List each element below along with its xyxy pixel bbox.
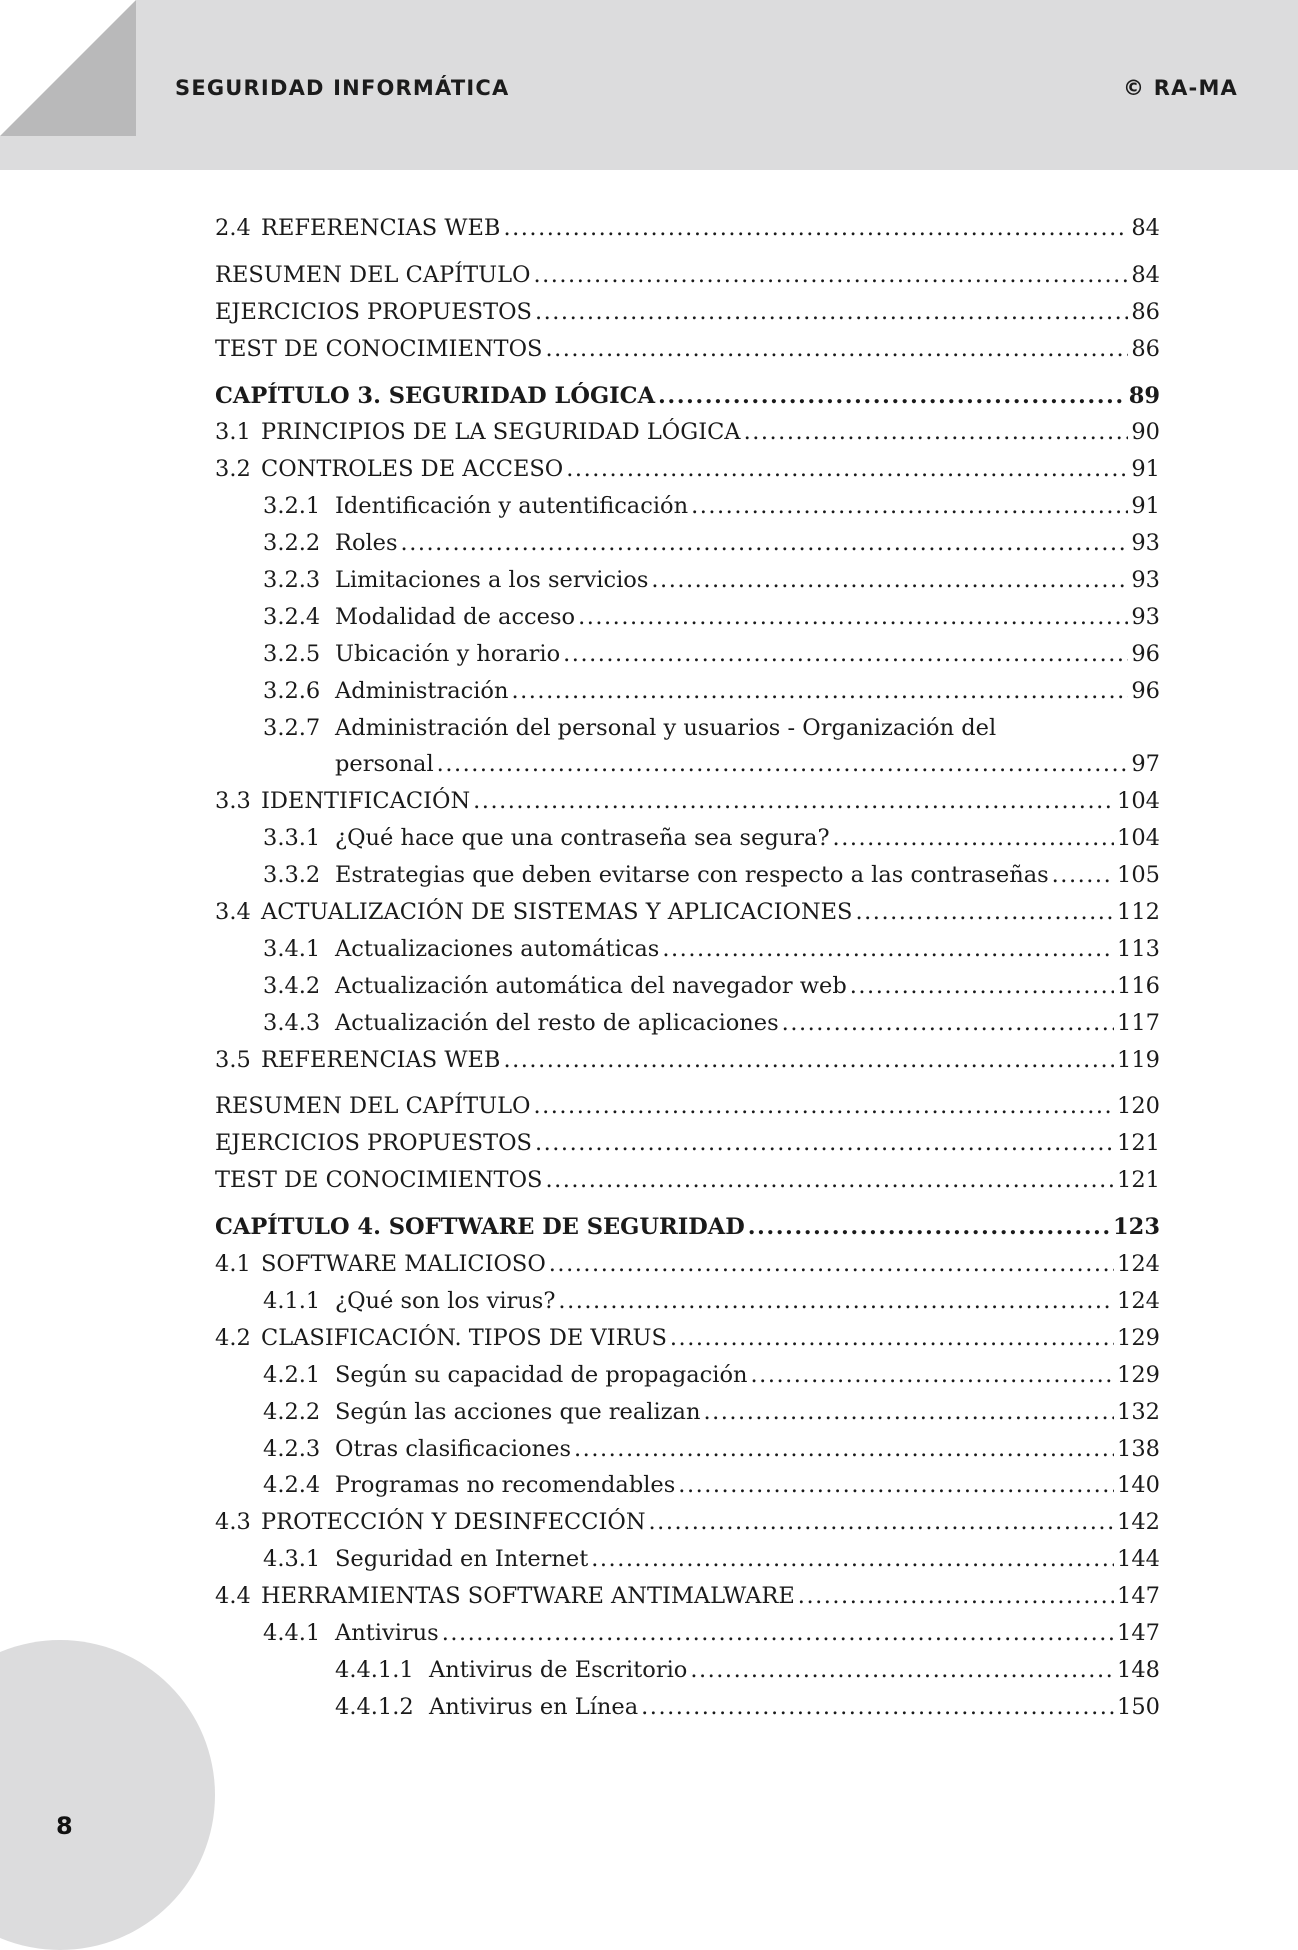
toc-entry-title: CLASIFICACIÓN. TIPOS DE VIRUS [261,1324,667,1351]
toc-entry [215,783,1160,820]
toc-entry-number: 3.2.2 [263,530,321,557]
toc-entry [215,1246,1160,1283]
folded-corner [0,0,136,136]
toc-dot-leader [535,294,1128,331]
toc-entry-number: 4.2.3 [263,1435,321,1462]
toc-dot-leader [533,257,1128,294]
toc-dot-leader [690,1652,1114,1689]
toc-entry-title: Según su capacidad de propagación [335,1361,748,1388]
toc-dot-leader [855,894,1114,931]
toc-entry [215,331,1160,368]
toc-entry-number: 3.2 [215,456,251,483]
toc-entry-number: 4.1.1 [263,1287,321,1314]
toc-entry-page: 147 [1117,1619,1160,1646]
toc-entry-page: 91 [1131,456,1160,483]
toc-entry-title: RESUMEN DEL CAPÍTULO [215,1093,531,1120]
toc-dot-leader [748,1209,1110,1246]
toc-entry [215,894,1160,931]
toc-dot-leader [566,451,1128,488]
toc-entry-number: 4.2 [215,1324,251,1351]
toc-entry-title: CAPÍTULO 4. SOFTWARE DE SEGURIDAD [215,1214,745,1241]
toc-chapter-entry [215,1209,1160,1246]
toc-entry-number: 4.2.2 [263,1398,321,1425]
toc-entry-title: Administración del personal y usuarios - Organización del [335,714,997,741]
running-title: SEGURIDAD INFORMÁTICA [175,76,510,100]
toc-dot-leader [533,1088,1114,1125]
toc-entry-number: 3.2.1 [263,493,321,520]
toc-dot-leader [833,820,1115,857]
toc-entry-number: 3.2.4 [263,603,321,630]
toc-entry-title: IDENTIFICACIÓN [261,788,471,815]
toc-entry-number: 3.2.3 [263,567,321,594]
toc-dot-leader [545,1162,1114,1199]
toc-entry-number: 3.5 [215,1046,251,1073]
toc-entry [215,1162,1160,1199]
toc-entry-number: 4.4.1.2 [335,1693,414,1720]
toc-entry-number: 3.3.2 [263,862,321,889]
toc-entry [215,673,1160,710]
toc-entry-page: 142 [1117,1509,1160,1536]
toc-dot-leader [1052,857,1114,894]
toc-entry-page: 121 [1117,1167,1160,1194]
toc-entry [215,599,1160,636]
toc-entry-page: 117 [1117,1009,1160,1036]
toc-entry-title: Otras clasificaciones [335,1435,572,1462]
toc-entry-number: 3.4.1 [263,935,321,962]
toc-entry [215,857,1160,894]
toc-entry [215,488,1160,525]
toc-entry-page: 93 [1131,567,1160,594]
toc-dot-leader [782,1005,1114,1042]
toc-entry-number: 4.1 [215,1251,251,1278]
footer-circle [0,1640,215,1950]
page-number: 8 [56,1812,73,1840]
toc-dot-leader [670,1320,1114,1357]
toc-entry-page: 119 [1117,1046,1160,1073]
toc-entry-page: 112 [1117,899,1160,926]
toc-entry [215,1578,1160,1615]
toc-entry-page: 113 [1117,935,1160,962]
toc-dot-leader [401,525,1129,562]
toc-entry-title: Estrategias que deben evitarse con respecto a las contraseñas [335,862,1049,889]
toc-entry-title: HERRAMIENTAS SOFTWARE ANTIMALWARE [261,1583,795,1610]
toc-entry-title: Ubicación y horario [335,640,561,667]
toc-entry-page: 105 [1117,862,1160,889]
toc-entry-title: TEST DE CONOCIMIENTOS [215,335,543,362]
toc-entry-number: 3.2.6 [263,677,321,704]
toc-entry-title: Programas no recomendables [335,1472,676,1499]
toc-entry-number: 4.2.1 [263,1361,321,1388]
toc-entry-number: 4.4.1.1 [335,1656,414,1683]
toc-entry-page: 121 [1117,1130,1160,1157]
toc-entry-number: 4.4 [215,1583,251,1610]
toc-entry [215,1125,1160,1162]
toc-entry-number: 3.2.5 [263,640,321,667]
toc-dot-leader [578,599,1128,636]
toc-entry-title: Antivirus en Línea [429,1693,639,1720]
toc-dot-leader [678,1467,1114,1504]
toc-entry-title: RESUMEN DEL CAPÍTULO [215,261,531,288]
toc-entry-number: 4.3.1 [263,1546,321,1573]
toc-entry [215,1504,1160,1541]
toc-entry-number: 3.4 [215,899,251,926]
toc-entry-page: 132 [1117,1398,1160,1425]
toc-entry [215,414,1160,451]
toc-dot-leader [574,1431,1114,1468]
toc-entry [215,1467,1160,1504]
toc-entry-title: Modalidad de acceso [335,603,576,630]
toc-entry-number: 4.3 [215,1509,251,1536]
toc-entry [215,1652,1160,1689]
toc-entry-title: PRINCIPIOS DE LA SEGURIDAD LÓGICA [261,419,741,446]
toc-entry [215,636,1160,673]
folded-corner-triangle [0,0,136,136]
toc-dot-leader [549,1246,1114,1283]
toc-entry-page: 90 [1131,419,1160,446]
toc-entry-page: 129 [1117,1324,1160,1351]
toc-entry-number: 4.4.1 [263,1619,321,1646]
toc-dot-leader [744,414,1129,451]
toc-entry-page: 124 [1117,1287,1160,1314]
toc-entry [215,525,1160,562]
toc-dot-leader [798,1578,1114,1615]
toc-entry-number: 3.2.7 [263,714,321,741]
toc-entry [215,1689,1160,1726]
toc-entry-title: Limitaciones a los servicios [335,567,649,594]
toc-entry-title: EJERCICIOS PROPUESTOS [215,298,532,325]
toc-dot-leader [662,931,1114,968]
toc-entry [215,1431,1160,1468]
toc-entry [215,1088,1160,1125]
toc-entry-title: ACTUALIZACIÓN DE SISTEMAS Y APLICACIONES [261,899,853,926]
toc-entry [215,210,1160,247]
toc-entry [215,1357,1160,1394]
toc-entry-page: 84 [1131,215,1160,241]
toc-entry-title: REFERENCIAS WEB [261,215,501,241]
toc-dot-leader [641,1689,1114,1726]
toc-entry-number: 4.2.4 [263,1472,321,1499]
toc-dot-leader [850,968,1114,1005]
toc-dot-leader [545,331,1128,368]
toc-entry-page: 150 [1117,1693,1160,1720]
toc-dot-leader [473,783,1114,820]
toc-dot-leader [503,210,1128,247]
toc-entry [215,294,1160,331]
toc-entry [215,451,1160,488]
toc-entry-page: 144 [1117,1546,1160,1573]
toc-dot-leader [591,1541,1114,1578]
toc-entry-page: 89 [1128,382,1160,409]
toc-entry-page: 91 [1131,493,1160,520]
toc-entry-title: EJERCICIOS PROPUESTOS [215,1130,532,1157]
toc-entry-title: personal [335,751,434,778]
toc-entry-title: Seguridad en Internet [335,1546,589,1573]
toc-entry-page: 86 [1131,335,1160,362]
toc-entry-number: 3.3.1 [263,825,321,852]
toc-entry-page: 138 [1117,1435,1160,1462]
toc-entry-page: 124 [1117,1251,1160,1278]
toc-entry [215,746,1160,783]
toc-entry-title: Actualización del resto de aplicaciones [335,1009,779,1036]
toc-entry-title: PROTECCIÓN Y DESINFECCIÓN [261,1509,646,1536]
toc-entry-title: ¿Qué son los virus? [335,1287,556,1314]
toc-entry-page: 104 [1117,788,1160,815]
toc-entry [215,562,1160,599]
toc-entry [215,931,1160,968]
toc-entry-page: 140 [1117,1472,1160,1499]
toc-entry-page: 123 [1113,1214,1160,1241]
toc-entry [215,1394,1160,1431]
toc-entry [215,968,1160,1005]
toc-entry-title: ¿Qué hace que una contraseña sea segura? [335,825,830,852]
toc-entry-title: Administración [335,677,509,704]
toc-entry-page: 96 [1131,677,1160,704]
toc-entry [215,1042,1160,1079]
toc-dot-leader [703,1394,1114,1431]
toc-entry-title: SOFTWARE MALICIOSO [261,1251,546,1278]
table-of-contents [215,210,1160,1726]
toc-entry-page: 148 [1117,1656,1160,1683]
toc-entry-title: Antivirus [335,1619,439,1646]
toc-dot-leader [563,636,1128,673]
toc-entry-page: 147 [1117,1583,1160,1610]
toc-entry-title: REFERENCIAS WEB [261,1046,501,1073]
toc-entry-page: 96 [1131,640,1160,667]
toc-entry-title: Actualización automática del navegador web [335,972,847,999]
toc-dot-leader [691,488,1128,525]
toc-entry-title: Actualizaciones automáticas [335,935,660,962]
toc-entry-title: CAPÍTULO 3. SEGURIDAD LÓGICA [215,382,656,409]
toc-entry-number: 2.4 [215,215,251,241]
toc-dot-leader [503,1042,1114,1079]
toc-entry-title: TEST DE CONOCIMIENTOS [215,1167,543,1194]
publisher-mark: © RA-MA [1123,76,1238,100]
toc-dot-leader [437,746,1129,783]
toc-entry-title: CONTROLES DE ACCESO [261,456,564,483]
toc-entry [215,1283,1160,1320]
toc-entry-title: Según las acciones que realizan [335,1398,701,1425]
toc-dot-leader [658,378,1126,415]
toc-entry-page: 93 [1131,603,1160,630]
toc-dot-leader [442,1615,1114,1652]
toc-chapter-entry [215,378,1160,415]
toc-entry-number: 3.1 [215,419,251,446]
toc-entry [215,1615,1160,1652]
toc-entry [215,820,1160,857]
toc-dot-leader [649,1504,1115,1541]
toc-entry-title: Identificación y autentificación [335,493,689,520]
toc-entry-page: 129 [1117,1361,1160,1388]
toc-dot-leader [511,673,1128,710]
toc-entry-title: Antivirus de Escritorio [429,1656,688,1683]
toc-dot-leader [751,1357,1115,1394]
toc-entry [215,710,1160,747]
toc-dot-leader [651,562,1128,599]
toc-entry [215,1005,1160,1042]
toc-entry-page: 84 [1131,261,1160,288]
toc-dot-leader [558,1283,1114,1320]
toc-entry-page: 120 [1117,1093,1160,1120]
toc-entry-page: 97 [1131,751,1160,778]
toc-entry [215,1320,1160,1357]
toc-entry [215,257,1160,294]
toc-entry-page: 104 [1117,825,1160,852]
toc-entry-page: 93 [1131,530,1160,557]
toc-entry-title: Roles [335,530,398,557]
toc-entry-page: 86 [1131,298,1160,325]
toc-entry-number: 3.4.2 [263,972,321,999]
toc-entry [215,1541,1160,1578]
toc-entry-number: 3.4.3 [263,1009,321,1036]
toc-dot-leader [535,1125,1114,1162]
toc-entry-number: 3.3 [215,788,251,815]
toc-entry-page: 116 [1117,972,1160,999]
